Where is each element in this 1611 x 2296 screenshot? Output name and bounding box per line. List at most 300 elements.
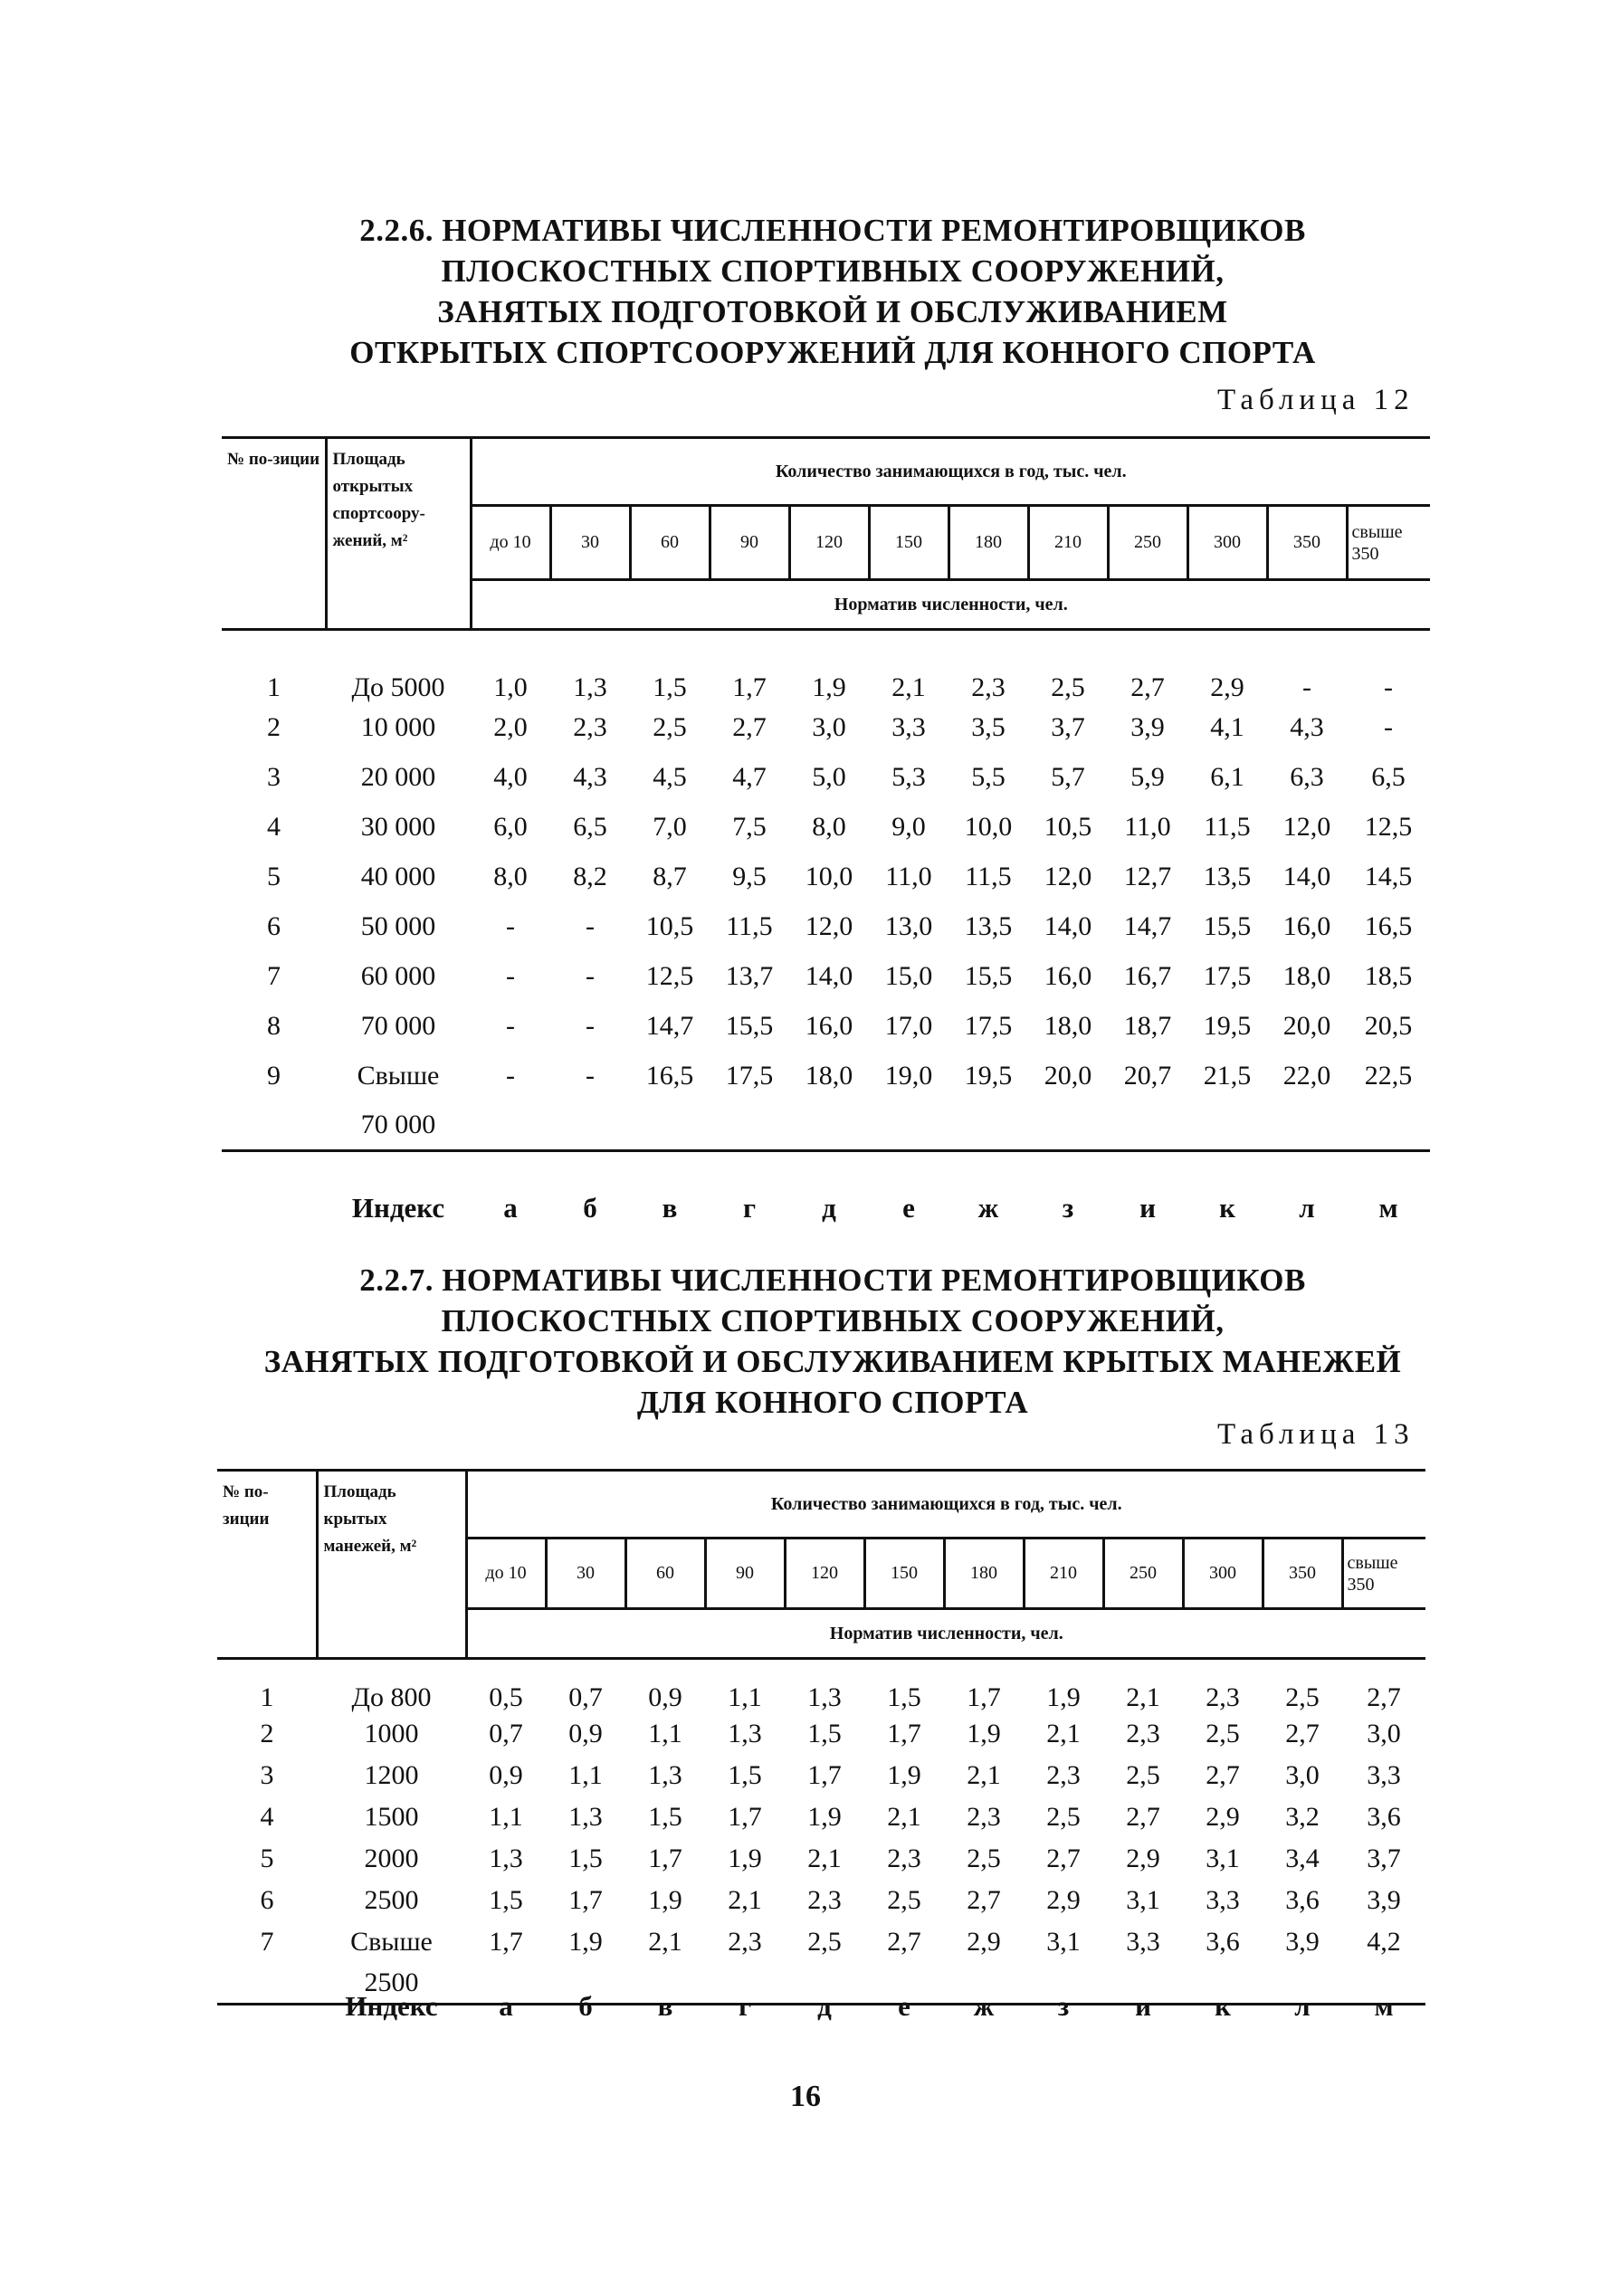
cell-value: - <box>586 1011 595 1041</box>
cell-value: 0,5 <box>489 1682 523 1712</box>
cell-value: 3,1 <box>1126 1884 1160 1915</box>
cell-value <box>550 1101 630 1151</box>
cell-value: 1,1 <box>489 1801 523 1832</box>
index-letter: б <box>578 1990 593 2022</box>
cell-value: 8,7 <box>653 862 687 891</box>
cell-value: 16,0 <box>1282 911 1331 941</box>
cell-value: 15,5 <box>725 1011 774 1041</box>
table-row <box>222 753 1430 803</box>
page-number: 16 <box>790 2080 821 2113</box>
column-header: свыше 350 <box>1342 1539 1425 1609</box>
cell-value: 3,9 <box>1367 1884 1401 1915</box>
cell-value: 1,1 <box>728 1682 762 1712</box>
column-header: 120 <box>789 506 869 580</box>
index-letter: г <box>742 1192 757 1224</box>
row-area: 70 000 <box>326 1101 471 1151</box>
cell-value: 3,2 <box>1285 1801 1320 1832</box>
table-row <box>222 703 1430 753</box>
cell-value: 2,5 <box>653 712 687 742</box>
cell-value: 20,5 <box>1364 1011 1413 1041</box>
cell-value: 2,9 <box>1046 1884 1081 1915</box>
cell-value: 1,3 <box>728 1718 762 1748</box>
cell-value: 1,5 <box>887 1682 921 1712</box>
cell-value: - <box>1302 672 1311 702</box>
index-letter: и <box>1135 1990 1151 2022</box>
cell-value: 2,9 <box>1210 672 1244 702</box>
cell-value: 1,5 <box>568 1843 603 1873</box>
row-number: 3 <box>267 762 281 792</box>
index-letter: е <box>902 1192 915 1224</box>
cell-value: 1,5 <box>648 1801 682 1832</box>
row-number: 2 <box>267 712 281 742</box>
cell-value <box>1347 1101 1430 1151</box>
cell-value <box>471 1101 550 1151</box>
cell-value: - <box>506 1011 515 1041</box>
cell-value <box>1187 1101 1267 1151</box>
cell-value: 6,5 <box>1371 762 1406 792</box>
cell-value: 0,9 <box>648 1682 682 1712</box>
row-area: 2500 <box>317 1963 466 2005</box>
cell-value: 14,7 <box>645 1011 694 1041</box>
cell-value: 1,3 <box>489 1843 523 1873</box>
table-row <box>217 1880 1425 1921</box>
cell-value: 9,5 <box>732 862 767 891</box>
cell-value: 19,0 <box>884 1061 933 1091</box>
cell-value: 3,3 <box>891 712 926 742</box>
cell-value: 11,5 <box>1204 812 1251 842</box>
cell-value: 13,5 <box>964 911 1013 941</box>
cell-value: 6,3 <box>1290 762 1324 792</box>
row-number: 7 <box>260 1926 274 1957</box>
section2-title-line: ПЛОСКОСТНЫХ СПОРТИВНЫХ СООРУЖЕНИЙ, <box>441 1303 1225 1339</box>
cell-value <box>710 1101 789 1151</box>
cell-value: 3,3 <box>1126 1926 1160 1957</box>
table-row <box>217 1921 1425 1963</box>
cell-value: 2,5 <box>1126 1759 1160 1790</box>
cell-value: 2,3 <box>807 1884 842 1915</box>
index-label: Индекс <box>345 1990 438 2022</box>
column-header: 250 <box>1108 506 1187 580</box>
cell-value: 0,7 <box>489 1718 523 1748</box>
cell-value: 2,7 <box>1126 1801 1160 1832</box>
cell-value: 1,9 <box>568 1926 603 1957</box>
header-annual-participants: Количество занимающихся в год, тыс. чел. <box>770 1493 1122 1514</box>
cell-value: 2,9 <box>967 1926 1001 1957</box>
column-header: 120 <box>785 1539 864 1609</box>
table-12 <box>222 436 1430 1152</box>
cell-value: 18,0 <box>1044 1011 1092 1041</box>
cell-value: 17,5 <box>725 1061 774 1091</box>
table-12-body <box>222 630 1430 1151</box>
column-header: 180 <box>948 506 1028 580</box>
cell-value: 3,6 <box>1285 1884 1320 1915</box>
index-spacer <box>217 1984 317 2029</box>
row-area: 60 000 <box>360 961 436 991</box>
table-12-index-row <box>222 1186 1430 1231</box>
cell-value: 6,0 <box>493 812 528 842</box>
cell-value: 3,6 <box>1206 1926 1240 1957</box>
cell-value: 5,7 <box>1051 762 1085 792</box>
row-number: 9 <box>267 1061 281 1091</box>
header-area: Площадь открытых спортсоору-жений, м² <box>326 438 471 630</box>
section2-title <box>217 1260 1448 1423</box>
table-row <box>217 1796 1425 1838</box>
cell-value: 1,7 <box>728 1801 762 1832</box>
header-area: Площадь крытых манежей, м² <box>317 1471 466 1659</box>
cell-value: 1,0 <box>493 672 528 702</box>
cell-value: 8,0 <box>812 812 846 842</box>
header-norm: Норматив численности, чел. <box>466 1609 1425 1659</box>
table-row <box>217 1838 1425 1880</box>
cell-value: 2,7 <box>1285 1718 1320 1748</box>
cell-value: 2,9 <box>1126 1843 1160 1873</box>
cell-value: 7,0 <box>653 812 687 842</box>
table12-label: Таблица 12 <box>1217 384 1415 416</box>
cell-value: - <box>506 1061 515 1091</box>
cell-value: 4,2 <box>1367 1926 1401 1957</box>
cell-value: 1,9 <box>812 672 846 702</box>
section1-title-line: ПЛОСКОСТНЫХ СПОРТИВНЫХ СООРУЖЕНИЙ, <box>441 253 1225 289</box>
cell-value: 2,3 <box>573 712 607 742</box>
cell-value: 5,0 <box>812 762 846 792</box>
cell-value: 2,1 <box>1046 1718 1081 1748</box>
cell-value: 1,3 <box>568 1801 603 1832</box>
cell-value: 2,1 <box>648 1926 682 1957</box>
row-area: 2000 <box>364 1843 419 1873</box>
column-header: 150 <box>864 1539 944 1609</box>
section1-title-line: ЗАНЯТЫХ ПОДГОТОВКОЙ И ОБСЛУЖИВАНИЕМ <box>437 294 1228 329</box>
row-area: 40 000 <box>360 862 436 891</box>
cell-value: 1,1 <box>568 1759 603 1790</box>
cell-value: 3,6 <box>1367 1801 1401 1832</box>
row-area: Свыше <box>357 1061 440 1091</box>
cell-value: 2,5 <box>1051 672 1085 702</box>
cell-value: 1,7 <box>887 1718 921 1748</box>
cell-value: 15,5 <box>1203 911 1252 941</box>
index-letter: а <box>499 1990 513 2022</box>
column-header: 30 <box>550 506 630 580</box>
cell-value: 5,3 <box>891 762 926 792</box>
table-row <box>222 1002 1430 1052</box>
cell-value: 19,5 <box>964 1061 1013 1091</box>
cell-value: 15,0 <box>884 961 933 991</box>
row-number: 2 <box>260 1718 274 1748</box>
section2-title-line: ДЛЯ КОННОГО СПОРТА <box>636 1385 1029 1420</box>
row-area: 10 000 <box>360 712 436 742</box>
column-header: 150 <box>869 506 948 580</box>
cell-value <box>869 1101 948 1151</box>
cell-value: 2,7 <box>732 712 767 742</box>
cell-value: 2,5 <box>967 1843 1001 1873</box>
cell-value: 11,5 <box>726 911 773 941</box>
cell-value: 9,0 <box>891 812 926 842</box>
cell-value: 16,5 <box>645 1061 694 1091</box>
cell-value: 6,1 <box>1210 762 1244 792</box>
cell-value: 18,0 <box>805 1061 853 1091</box>
cell-value: 2,5 <box>1285 1682 1320 1712</box>
cell-value: 2,1 <box>728 1884 762 1915</box>
row-number: 6 <box>260 1884 274 1915</box>
cell-value: 1,9 <box>1046 1682 1081 1712</box>
table-row <box>217 1659 1425 1713</box>
cell-value: 14,7 <box>1123 911 1172 941</box>
cell-value: 2,3 <box>1206 1682 1240 1712</box>
index-letter: б <box>583 1192 597 1224</box>
cell-value: 1,5 <box>807 1718 842 1748</box>
column-header: 210 <box>1028 506 1108 580</box>
cell-value: 1,1 <box>648 1718 682 1748</box>
cell-value <box>630 1101 710 1151</box>
column-header: 300 <box>1183 1539 1263 1609</box>
cell-value: 2,7 <box>1046 1843 1081 1873</box>
cell-value: 1,3 <box>573 672 607 702</box>
cell-value: 3,9 <box>1285 1926 1320 1957</box>
cell-value: 3,0 <box>1285 1759 1320 1790</box>
cell-value: 10,5 <box>1044 812 1092 842</box>
cell-value: - <box>586 961 595 991</box>
cell-value: 8,0 <box>493 862 528 891</box>
cell-value: 21,5 <box>1203 1061 1252 1091</box>
section1-title <box>217 210 1448 373</box>
cell-value: 3,0 <box>1367 1718 1401 1748</box>
row-area: 30 000 <box>360 812 436 842</box>
index-letter: г <box>738 1990 752 2022</box>
cell-value: 4,5 <box>653 762 687 792</box>
cell-value: 4,0 <box>493 762 528 792</box>
table-row <box>222 952 1430 1002</box>
index-letter: л <box>1299 1192 1315 1224</box>
column-header: 90 <box>705 1539 785 1609</box>
cell-value: 2,0 <box>493 712 528 742</box>
cell-value: 10,5 <box>645 911 694 941</box>
cell-value: 1,7 <box>967 1682 1001 1712</box>
cell-value: 14,5 <box>1364 862 1413 891</box>
cell-value: 2,1 <box>967 1759 1001 1790</box>
cell-value: - <box>586 911 595 941</box>
column-header: 90 <box>710 506 789 580</box>
cell-value <box>789 1101 869 1151</box>
index-letter: е <box>898 1990 910 2022</box>
table-row <box>222 1052 1430 1101</box>
cell-value: 3,7 <box>1367 1843 1401 1873</box>
row-number: 6 <box>267 911 281 941</box>
row-area: 1200 <box>364 1759 419 1790</box>
cell-value: 2,3 <box>728 1926 762 1957</box>
column-header: 180 <box>944 1539 1024 1609</box>
section1-title-line: 2.2.6. НОРМАТИВЫ ЧИСЛЕННОСТИ РЕМОНТИРОВЩИКОВ <box>359 213 1306 248</box>
cell-value: 3,9 <box>1130 712 1165 742</box>
cell-value: 1,9 <box>648 1884 682 1915</box>
cell-value: 20,7 <box>1123 1061 1172 1091</box>
index-letter: ж <box>977 1192 999 1224</box>
row-number: 4 <box>267 812 281 842</box>
header-position-number: № по-зиции <box>217 1471 317 1659</box>
cell-value: 2,5 <box>807 1926 842 1957</box>
cell-value: 10,0 <box>964 812 1013 842</box>
row-number: 5 <box>260 1843 274 1873</box>
cell-value: 7,5 <box>732 812 767 842</box>
cell-value: 12,7 <box>1123 862 1172 891</box>
cell-value: 6,5 <box>573 812 607 842</box>
cell-value: 10,0 <box>805 862 853 891</box>
row-number: 8 <box>267 1011 281 1041</box>
column-header: 60 <box>630 506 710 580</box>
table-row <box>217 1713 1425 1755</box>
index-letter: и <box>1139 1192 1156 1224</box>
cell-value: - <box>506 911 515 941</box>
column-header: 60 <box>625 1539 705 1609</box>
cell-value: 1,7 <box>568 1884 603 1915</box>
cell-value: 2,1 <box>807 1843 842 1873</box>
column-header: 350 <box>1267 506 1347 580</box>
table-13 <box>217 1469 1425 2005</box>
cell-value: 18,5 <box>1364 961 1413 991</box>
index-letter: в <box>657 1990 673 2022</box>
cell-value: 4,3 <box>573 762 607 792</box>
cell-value: 14,0 <box>1044 911 1092 941</box>
index-letter: д <box>822 1192 836 1224</box>
cell-value: 2,5 <box>1206 1718 1240 1748</box>
cell-value: 2,3 <box>1046 1759 1081 1790</box>
row-area: 50 000 <box>360 911 436 941</box>
cell-value: 4,7 <box>732 762 767 792</box>
column-header: 250 <box>1103 1539 1183 1609</box>
cell-value: 3,1 <box>1046 1926 1081 1957</box>
cell-value: 3,0 <box>812 712 846 742</box>
column-header: 30 <box>546 1539 625 1609</box>
cell-value: 5,9 <box>1130 762 1165 792</box>
section2-title-line: ЗАНЯТЫХ ПОДГОТОВКОЙ И ОБСЛУЖИВАНИЕМ КРЫТЫХ МАНЕЖЕЙ <box>263 1344 1402 1379</box>
column-header: свыше 350 <box>1347 506 1430 580</box>
cell-value: 1,3 <box>807 1682 842 1712</box>
row-area: Свыше <box>350 1926 433 1957</box>
cell-value: 2,9 <box>1206 1801 1240 1832</box>
cell-value: 12,5 <box>1364 812 1413 842</box>
cell-value: 19,5 <box>1203 1011 1252 1041</box>
column-header: до 10 <box>466 1539 546 1609</box>
cell-value: 18,7 <box>1123 1011 1172 1041</box>
cell-value: 12,5 <box>645 961 694 991</box>
row-number: 4 <box>260 1801 274 1832</box>
cell-value: 17,5 <box>1203 961 1252 991</box>
header-annual-participants: Количество занимающихся в год, тыс. чел. <box>775 461 1127 481</box>
table-row <box>222 853 1430 902</box>
cell-value: 1,7 <box>732 672 767 702</box>
cell-value: 1,5 <box>653 672 687 702</box>
cell-value: 1,3 <box>648 1759 682 1790</box>
row-number: 3 <box>260 1759 274 1790</box>
cell-value: 2,7 <box>967 1884 1001 1915</box>
cell-value: 16,5 <box>1364 911 1413 941</box>
cell-value: 16,0 <box>1044 961 1092 991</box>
cell-value: 13,7 <box>725 961 774 991</box>
table-row <box>222 630 1430 703</box>
index-letter: л <box>1294 1990 1311 2022</box>
index-letter: к <box>1215 1990 1231 2022</box>
index-spacer <box>222 1186 326 1231</box>
cell-value: 2,5 <box>887 1884 921 1915</box>
cell-value: 1,7 <box>489 1926 523 1957</box>
cell-value: 16,7 <box>1123 961 1172 991</box>
cell-value: 2,1 <box>1126 1682 1160 1712</box>
row-number: 5 <box>267 862 281 891</box>
row-number <box>222 1101 326 1151</box>
cell-value: 0,7 <box>568 1682 603 1712</box>
cell-value: 20,0 <box>1044 1061 1092 1091</box>
cell-value: 11,0 <box>1124 812 1171 842</box>
table-row <box>222 803 1430 853</box>
header-position-number: № по-зиции <box>222 438 326 630</box>
cell-value: 18,0 <box>1282 961 1331 991</box>
row-number: 7 <box>267 961 281 991</box>
cell-value: - <box>1384 712 1393 742</box>
index-letter: а <box>503 1192 518 1224</box>
cell-value: 14,0 <box>805 961 853 991</box>
cell-value: 12,0 <box>805 911 853 941</box>
row-area: 20 000 <box>360 762 436 792</box>
cell-value: 0,9 <box>489 1759 523 1790</box>
cell-value: 0,9 <box>568 1718 603 1748</box>
index-letter: м <box>1378 1192 1398 1224</box>
index-letter: к <box>1219 1192 1235 1224</box>
cell-value: 2,1 <box>887 1801 921 1832</box>
cell-value: 2,3 <box>887 1843 921 1873</box>
cell-value: 16,0 <box>805 1011 853 1041</box>
cell-value: 1,5 <box>728 1759 762 1790</box>
cell-value: 2,7 <box>1130 672 1165 702</box>
cell-value: 12,0 <box>1282 812 1331 842</box>
cell-value <box>1108 1101 1187 1151</box>
cell-value: 3,5 <box>971 712 1006 742</box>
cell-value <box>1028 1101 1108 1151</box>
cell-value <box>948 1101 1028 1151</box>
column-header: 300 <box>1187 506 1267 580</box>
section1-title-line: ОТКРЫТЫХ СПОРТСООРУЖЕНИЙ ДЛЯ КОННОГО СПОРТА <box>349 335 1316 370</box>
row-number: 1 <box>267 672 281 702</box>
column-header: до 10 <box>471 506 550 580</box>
cell-value: 22,0 <box>1282 1061 1331 1091</box>
index-label: Индекс <box>351 1192 445 1224</box>
cell-value: 2,7 <box>1206 1759 1240 1790</box>
index-letter: м <box>1374 1990 1394 2022</box>
index-letter: з <box>1057 1990 1070 2022</box>
cell-value: 3,7 <box>1051 712 1085 742</box>
index-letter: ж <box>973 1990 995 2022</box>
cell-value: 12,0 <box>1044 862 1092 891</box>
row-number: 1 <box>260 1682 274 1712</box>
cell-value: 13,5 <box>1203 862 1252 891</box>
cell-value: 3,3 <box>1367 1759 1401 1790</box>
cell-value: 2,3 <box>1126 1718 1160 1748</box>
table13-label: Таблица 13 <box>1217 1418 1415 1451</box>
cell-value: - <box>506 961 515 991</box>
cell-value: 2,3 <box>967 1801 1001 1832</box>
cell-value: 1,9 <box>728 1843 762 1873</box>
section2-title-line: 2.2.7. НОРМАТИВЫ ЧИСЛЕННОСТИ РЕМОНТИРОВЩИКОВ <box>359 1262 1306 1298</box>
cell-value: 11,0 <box>885 862 932 891</box>
table-13-index-row <box>217 1984 1425 2029</box>
cell-value: 2,5 <box>1046 1801 1081 1832</box>
cell-value: 13,0 <box>884 911 933 941</box>
cell-value: 1,9 <box>807 1801 842 1832</box>
cell-value: 1,9 <box>967 1718 1001 1748</box>
cell-value: - <box>1384 672 1393 702</box>
cell-value: 4,3 <box>1290 712 1324 742</box>
header-norm: Норматив численности, чел. <box>471 580 1430 630</box>
cell-value: 2,3 <box>971 672 1006 702</box>
row-area: 70 000 <box>360 1011 436 1041</box>
cell-value: 15,5 <box>964 961 1013 991</box>
